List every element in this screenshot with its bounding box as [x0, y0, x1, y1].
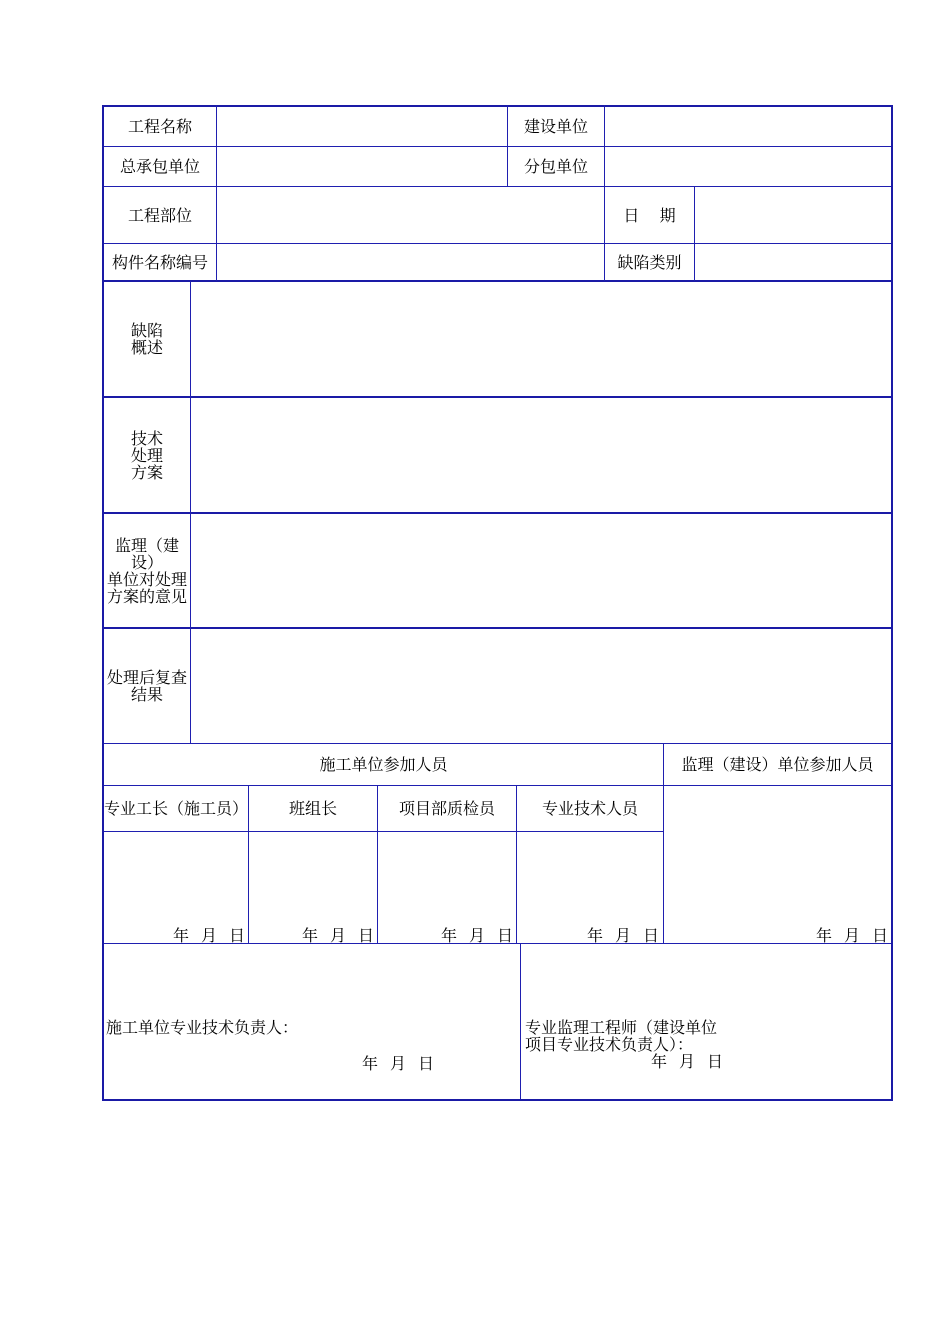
month-text: 月 — [330, 926, 347, 945]
team-leader-header: 班组长 — [288, 799, 337, 818]
label-line: 方案 — [130, 462, 163, 482]
tech-staff-date — [581, 927, 659, 944]
supervision-opinion-field[interactable] — [191, 514, 891, 627]
general-contractor-label: 总承包单位 — [119, 157, 200, 176]
quality-inspector-header: 项目部质检员 — [398, 799, 495, 818]
month-text: 月 — [469, 926, 486, 945]
supervision-engineer-date — [645, 1053, 723, 1070]
defect-treatment-form — [102, 105, 893, 1101]
label-line: 技术 — [130, 428, 163, 448]
defect-category-label: 缺陷类别 — [617, 252, 682, 272]
supervision-opinion-label — [104, 514, 190, 627]
supervision-participants-title: 监理（建设）单位参加人员 — [681, 755, 874, 774]
component-field[interactable] — [217, 244, 604, 280]
recheck-result-label — [104, 629, 190, 743]
tech-staff-header: 专业技术人员 — [541, 799, 638, 818]
label-line: 概述 — [130, 338, 163, 357]
day-text: 日 — [358, 926, 375, 945]
rule — [102, 831, 663, 832]
label-line: 处理后复查 — [106, 668, 187, 687]
border-right — [891, 105, 893, 1101]
label-line: 缺陷 — [130, 321, 163, 340]
project-part-field[interactable] — [217, 187, 604, 243]
construction-unit-field[interactable] — [605, 107, 891, 146]
foreman-header: 专业工长（施工员） — [104, 799, 249, 818]
year-text: 年 — [302, 926, 319, 945]
supervision-engineer-line1: 专业监理工程师（建设单位 — [525, 1018, 718, 1037]
label-line: 结果 — [130, 685, 163, 704]
supervision-engineer-line2: 项目专业技术负责人）： — [525, 1035, 694, 1054]
day-text: 日 — [643, 926, 660, 945]
day-text: 日 — [497, 926, 514, 945]
subcontractor-field[interactable] — [605, 147, 891, 186]
month-text: 月 — [201, 926, 218, 945]
label-line: 监理（建 — [114, 535, 179, 555]
component-label: 构件名称编号 — [111, 252, 208, 272]
year-text: 年 — [362, 1054, 379, 1073]
month-text: 月 — [615, 926, 632, 945]
subcontractor-label: 分包单位 — [523, 157, 588, 176]
supervision-date — [810, 927, 888, 944]
month-text: 月 — [844, 926, 861, 945]
construction-participants-title: 施工单位参加人员 — [319, 755, 448, 774]
day-text: 日 — [229, 926, 246, 945]
day-text: 日 — [418, 1054, 435, 1073]
year-text: 年 — [587, 926, 604, 945]
label-line: 方案的意见 — [106, 586, 187, 606]
construction-unit-label: 建设单位 — [523, 117, 588, 136]
label-line: 设） — [130, 552, 163, 572]
year-text: 年 — [173, 926, 190, 945]
day-text: 日 — [872, 926, 889, 945]
foreman-date — [167, 927, 245, 944]
year-text: 年 — [651, 1052, 668, 1071]
year-text: 年 — [816, 926, 833, 945]
label-line: 处理 — [130, 445, 163, 465]
month-text: 月 — [390, 1054, 407, 1073]
defect-overview-field[interactable] — [191, 282, 891, 396]
defect-overview-label — [104, 282, 190, 396]
team-leader-date — [296, 927, 374, 944]
quality-inspector-date — [435, 927, 513, 944]
project-name-field[interactable] — [217, 107, 507, 146]
project-part-label: 工程部位 — [127, 205, 192, 225]
rule — [520, 943, 521, 1099]
defect-category-field[interactable] — [695, 244, 891, 280]
year-text: 年 — [441, 926, 458, 945]
construction-tech-head-date — [356, 1055, 434, 1072]
general-contractor-field[interactable] — [217, 147, 507, 186]
project-name-label: 工程名称 — [127, 117, 192, 136]
date-label: 日 期 — [623, 205, 676, 225]
tech-plan-field[interactable] — [191, 398, 891, 512]
month-text: 月 — [679, 1052, 696, 1071]
label-line: 单位对处理 — [106, 569, 187, 589]
date-field[interactable] — [695, 187, 891, 243]
recheck-result-field[interactable] — [191, 629, 891, 743]
border-bottom — [102, 1099, 893, 1101]
construction-tech-head-label: 施工单位专业技术负责人： — [106, 1018, 299, 1037]
tech-plan-label — [104, 398, 190, 512]
day-text: 日 — [707, 1052, 724, 1071]
